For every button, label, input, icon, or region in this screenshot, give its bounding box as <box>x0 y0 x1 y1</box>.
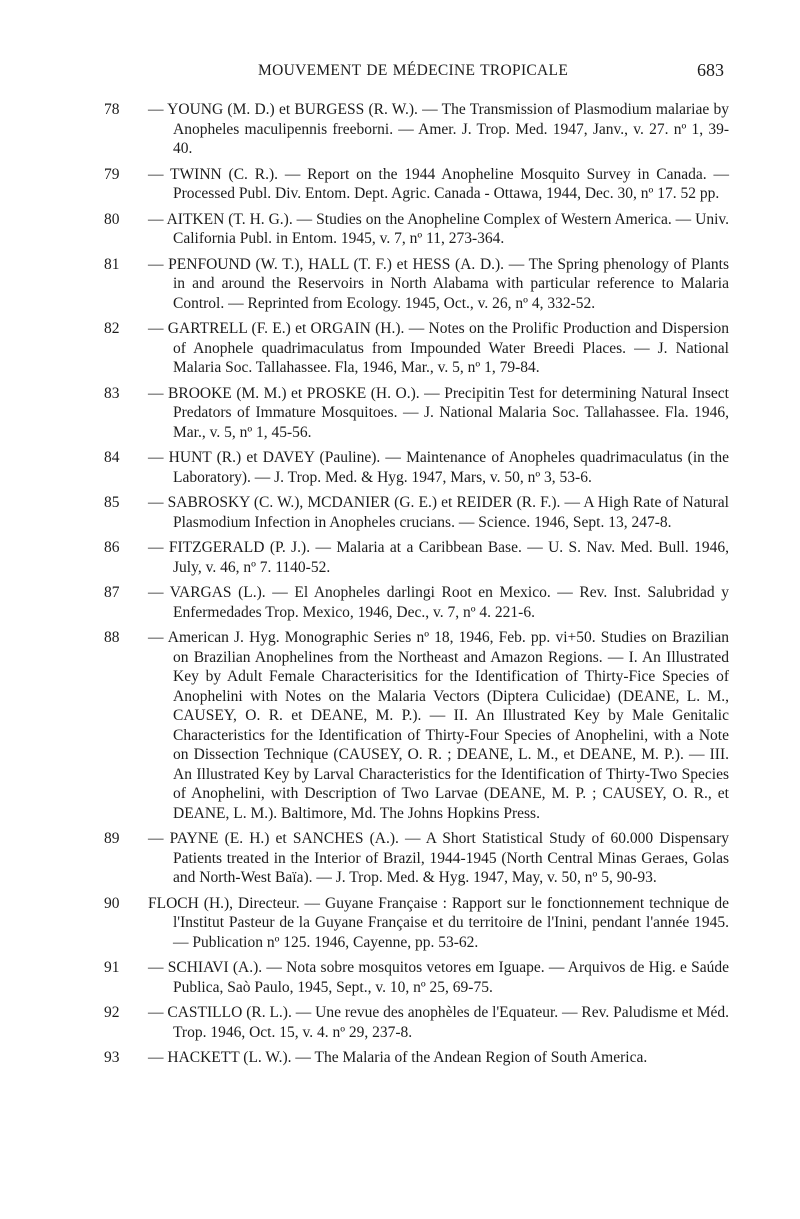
reference-text: — SCHIAVI (A.). — Nota sobre mosquitos vetores em Iguape. — Arquivos de Hig. e Saúde Publica, Saò Paulo, 1945, Sept., v. 10, nº 25, 69-75. <box>148 959 729 996</box>
reference-number: 91 <box>104 959 120 976</box>
reference-entry <box>0 628 800 823</box>
reference-entry <box>0 894 800 953</box>
reference-number: 90 <box>104 894 120 912</box>
reference-text: — YOUNG (M. D.) et BURGESS (R. W.). — The Transmission of Plasmodium malariae by Anopheles maculipennis freeborni. — Amer. J. Trop. Med. 1947, Janv., v. 27. nº 1, 39-40. <box>148 101 729 157</box>
reference-text: — PAYNE (E. H.) et SANCHES (A.). — A Short Statistical Study of 60.000 Dispensary Patients treated in the Interior of Brazil, 1944-1945 (North Central Minas Geraes, Golas and North-West Baïa). — J. Trop. Med. & Hyg. 1947, May, v. 50, nº 5, 90-93. <box>148 830 729 886</box>
reference-text: — HUNT (R.) et DAVEY (Pauline). — Maintenance of Anopheles quadrimaculatus (in the Laboratory). — J. Trop. Med. & Hyg. 1947, Mars, v. 50, nº 3, 53-6. <box>148 449 729 486</box>
reference-entry <box>0 165 800 204</box>
reference-entry <box>0 210 800 249</box>
reference-number: 85 <box>104 494 120 511</box>
reference-text: — BROOKE (M. M.) et PROSKE (H. O.). — Precipitin Test for determining Natural Insect Predators of Immature Mosquitoes. — J. National Malaria Soc. Tallahassee. Fla. 1946, Mar., v. 5, nº 1, 45-56. <box>148 384 729 441</box>
reference-text: — GARTRELL (F. E.) et ORGAIN (H.). — Notes on the Prolific Production and Dispersion of Anophele quadrimaculatus from Impounded Water Breedi Places. — J. National Malaria Soc. Tallahassee. Fla, 1946, Mar., v. 5, nº 1, 79-84. <box>148 320 729 376</box>
reference-number: 93 <box>104 1049 120 1066</box>
reference-text: — SABROSKY (C. W.), MCDANIER (G. E.) et REIDER (R. F.). — A High Rate of Natural Plasmodium Infection in Anopheles crucians. — Science. 1946, Sept. 13, 247-8. <box>148 494 729 531</box>
reference-text: — FITZGERALD (P. J.). — Malaria at a Caribbean Base. — U. S. Nav. Med. Bull. 1946, July, v. 46, nº 7. 1140-52. <box>148 539 729 576</box>
reference-text: — PENFOUND (W. T.), HALL (T. F.) et HESS (A. D.). — The Spring phenology of Plants in and around the Reservoirs in North Alabama with particular reference to Malaria Control. — Reprinted from Ecology. 1945, Oct., v. 26, nº 4, 332-52. <box>148 255 729 312</box>
reference-entry <box>0 583 800 622</box>
reference-number: 83 <box>104 384 120 402</box>
reference-number: 89 <box>104 830 120 847</box>
page-number: 683 <box>697 60 724 80</box>
reference-number: 81 <box>104 255 120 273</box>
reference-number: 82 <box>104 320 120 337</box>
reference-text: — HACKETT (L. W.). — The Malaria of the Andean Region of South America. <box>148 1049 648 1066</box>
reference-number: 79 <box>104 165 120 183</box>
reference-text: — VARGAS (L.). — El Anopheles darlingi Root en Mexico. — Rev. Inst. Salubridad y Enfermedades Trop. Mexico, 1946, Dec., v. 7, nº 4. 221-6. <box>148 584 729 621</box>
reference-entry <box>0 448 800 487</box>
reference-text: — American J. Hyg. Monographic Series nº 18, 1946, Feb. pp. vi+50. Studies on Brazilian on Brazilian Anophelines from the Northeast and Amazon Regions. — I. An Illustrated Key by Adult Female Characterisitics for the Identification of Thirty-Fice Species of Anophelini with Notes on the Malaria Vectors (Diptera Culicidae) (DEANE, L. M., CAUSEY, O. R. et DEANE, M. P.). — II. An Illustrated Key by Male Genitalic Characteristics for the Identification of Thirty-Four Species of Anophelini, with a Note on Dissection Technique (CAUSEY, O. R. ; DEANE, L. M., et DEANE, M. P.). — III. An Illustrated Key by Larval Characteristics for the Identification of Thirty-Two Species of Anophelini, with Description of Two Larvae (DEANE, M. P. ; CAUSEY, O. R., et DEANE, L. M.). Baltimore, Md. The Johns Hopkins Press. <box>148 629 729 822</box>
reference-number: 80 <box>104 210 120 228</box>
reference-entry <box>0 829 800 888</box>
reference-entry <box>0 319 800 378</box>
reference-list <box>0 100 800 1074</box>
reference-entry <box>0 1048 800 1068</box>
reference-entry <box>0 384 800 443</box>
reference-entry <box>0 255 800 314</box>
reference-entry <box>0 100 800 159</box>
reference-number: 84 <box>104 449 120 466</box>
reference-text: — TWINN (C. R.). — Report on the 1944 Anopheline Mosquito Survey in Canada. — Processed Publ. Div. Entom. Dept. Agric. Canada - Ottawa, 1944, Dec. 30, nº 17. 52 pp. <box>148 165 729 202</box>
reference-entry <box>0 958 800 997</box>
reference-entry <box>0 538 800 577</box>
reference-text: FLOCH (H.), Directeur. — Guyane Française : Rapport sur le fonctionnement technique de l'Institut Pasteur de la Guyane Française et du territoire de l'Inini, pendant l'année 1945. — Publication nº 125. 1946, Cayenne, pp. 53-62. <box>148 894 729 951</box>
reference-text: — CASTILLO (R. L.). — Une revue des anophèles de l'Equateur. — Rev. Paludisme et Méd. Trop. 1946, Oct. 15, v. 4. nº 29, 237-8. <box>148 1004 729 1041</box>
reference-entry <box>0 1003 800 1042</box>
reference-number: 88 <box>104 629 120 646</box>
reference-number: 92 <box>104 1004 120 1021</box>
reference-text: — AITKEN (T. H. G.). — Studies on the Anopheline Complex of Western America. — Univ. California Publ. in Entom. 1945, v. 7, nº 11, 273-364. <box>148 210 729 247</box>
reference-number: 78 <box>104 101 120 118</box>
reference-entry <box>0 493 800 532</box>
running-title: MOUVEMENT DE MÉDECINE TROPICALE <box>258 62 569 79</box>
reference-number: 87 <box>104 584 120 601</box>
reference-number: 86 <box>104 539 120 556</box>
